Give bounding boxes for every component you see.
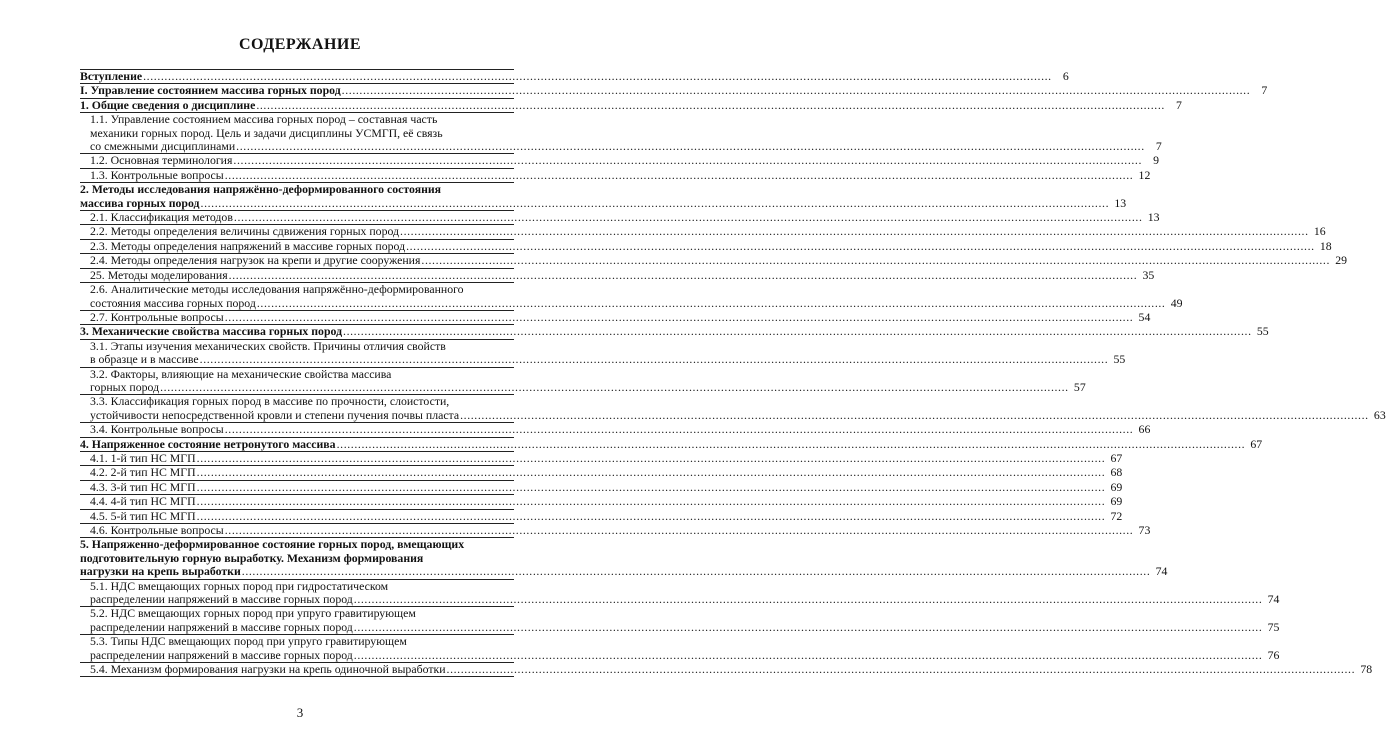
toc-entry-line <box>80 69 1069 83</box>
toc-page-number: 29 <box>1335 253 1347 268</box>
toc-entry-line <box>80 538 514 551</box>
toc-page-number: 69 <box>1110 479 1123 494</box>
dot-leader <box>200 353 1109 366</box>
toc-section-entry <box>80 634 1280 663</box>
toc-entry-text: 3.4. Контрольные вопросы <box>90 422 224 437</box>
toc-page-number: 13 <box>1147 210 1160 225</box>
dot-leader <box>229 269 1138 282</box>
toc-entry-line <box>90 224 1326 239</box>
dot-leader <box>354 593 1263 606</box>
toc-entry-line <box>90 139 1162 154</box>
dot-leader <box>234 211 1143 224</box>
toc-entry-text: 4.1. 1-й тип НС МГП <box>90 450 196 465</box>
toc-page-number: 74 <box>1155 564 1168 579</box>
dot-leader <box>256 99 1165 112</box>
toc-entry-text: состояния массива горных пород <box>90 295 256 310</box>
toc-entry-text: 3.2. Факторы, влияющие на механические свойства массива <box>90 366 392 381</box>
toc-section-entry <box>80 253 1347 268</box>
toc-entry-text: Вступление <box>80 69 143 83</box>
toc-page-number: 74 <box>1267 592 1280 607</box>
toc-entry-text: подготовительную горную выработку. Механизм формирования <box>80 550 424 565</box>
toc-section-entry <box>80 309 1151 325</box>
toc-entry-line <box>90 607 514 620</box>
dot-leader <box>197 495 1106 508</box>
toc-page-number: 75 <box>1267 619 1280 634</box>
dot-leader <box>225 169 1134 182</box>
dot-leader <box>233 154 1142 167</box>
toc-section-entry <box>80 153 1160 168</box>
toc-entry-line <box>90 153 1160 168</box>
table-of-contents <box>80 69 1386 677</box>
toc-entry-line <box>80 552 514 565</box>
toc-entry-line <box>80 564 1168 579</box>
toc-section-entry <box>80 167 1151 183</box>
toc-entry-text: 5. Напряженно-деформированное состояние горных пород, вмещающих <box>80 537 465 552</box>
toc-entry-line <box>90 450 1123 465</box>
toc-section-entry <box>80 224 1326 239</box>
toc-entry-text: со смежными дисциплинами <box>90 139 236 154</box>
toc-entry-text: 4.6. Контрольные вопросы <box>90 523 224 537</box>
toc-page-number: 68 <box>1110 465 1123 480</box>
toc-page-number: 66 <box>1138 422 1151 437</box>
toc-chapter-entry <box>80 537 1168 579</box>
toc-entry-text: I. Управление состоянием массива горных пород <box>80 83 341 98</box>
toc-entry-text: распределении напряжений в массиве горных пород <box>90 619 353 634</box>
toc-entry-line <box>90 238 1332 253</box>
dot-leader <box>343 325 1252 338</box>
toc-entry-line <box>90 523 1151 537</box>
toc-page-number: 67 <box>1110 450 1123 465</box>
toc-entry-line <box>90 167 1151 182</box>
toc-entry-text: 5.1. НДС вмещающих горных пород при гидростатическом <box>90 578 389 593</box>
toc-section-entry <box>80 523 1151 538</box>
toc-entry-text: 5.2. НДС вмещающих горных пород при упруго гравитирующем <box>90 606 416 621</box>
toc-page-number: 73 <box>1138 523 1151 537</box>
toc-chapter-entry <box>80 182 1127 211</box>
toc-section-entry <box>80 338 1126 368</box>
toc-entry-line <box>90 647 1280 662</box>
toc-entry-line <box>90 662 1373 677</box>
toc-entry-text: 1.2. Основная терминология <box>90 153 233 168</box>
toc-entry-line <box>90 619 1280 634</box>
toc-entry-line <box>90 210 1160 225</box>
toc-section-entry <box>80 494 1123 509</box>
toc-section-entry <box>80 112 1162 154</box>
toc-section-entry <box>80 422 1151 437</box>
toc-page-number: 72 <box>1110 508 1123 523</box>
page-title: СОДЕРЖАНИЕ <box>238 36 362 53</box>
toc-entry-text: нагрузки на крепь выработки <box>80 564 241 579</box>
toc-chapter-entry <box>80 97 1182 113</box>
toc-entry-text: механики горных пород. Цель и задачи дисциплины УСМГП, её связь <box>90 125 443 140</box>
dot-leader <box>447 663 1356 676</box>
toc-page-number: 69 <box>1110 494 1123 509</box>
toc-page-number: 78 <box>1360 662 1373 677</box>
toc-entry-line <box>80 97 1182 112</box>
dot-leader <box>236 140 1145 153</box>
toc-page-number: 57 <box>1073 379 1086 394</box>
toc-entry-text: 2.2. Методы определения величины сдвижения горных пород <box>90 224 400 239</box>
toc-entry-text: 2.7. Контрольные вопросы <box>90 309 224 324</box>
toc-entry-text: 5.4. Механизм формирования нагрузки на крепь одиночной выработки <box>90 662 446 677</box>
dot-leader <box>143 70 1052 83</box>
dot-leader <box>242 565 1151 578</box>
toc-page-number: 55 <box>1256 324 1269 339</box>
dot-leader <box>342 84 1251 97</box>
toc-page-number: 55 <box>1113 352 1126 367</box>
toc-entry-line <box>90 508 1123 523</box>
toc-entry-line <box>80 183 514 196</box>
toc-entry-text: 4.4. 4-й тип НС МГП <box>90 494 196 509</box>
toc-entry-line <box>80 324 1269 339</box>
dot-leader <box>201 197 1110 210</box>
toc-section-entry <box>80 508 1123 524</box>
toc-entry-line <box>80 436 1263 451</box>
dot-leader <box>406 240 1315 253</box>
toc-entry-line <box>90 127 514 140</box>
toc-entry-text: распределении напряжений в массиве горных пород <box>90 647 353 662</box>
toc-entry-text: 4.5. 5-й тип НС МГП <box>90 508 196 523</box>
dot-leader <box>400 225 1309 238</box>
toc-entry-line <box>90 113 514 126</box>
toc-section-entry <box>80 282 1183 311</box>
toc-entry-text: устойчивости непосредственной кровли и степени пучения почвы пласта <box>90 407 460 422</box>
toc-entry-text: 4.3. 3-й тип НС МГП <box>90 479 196 494</box>
dot-leader <box>197 481 1106 494</box>
toc-entry-text: 2.3. Методы определения напряжений в массиве горных пород <box>90 238 406 253</box>
toc-entry-line <box>90 295 1183 310</box>
toc-entry-line <box>90 379 1086 394</box>
toc-entry-text: 4.2. 2-й тип НС МГП <box>90 465 196 480</box>
toc-page-number: 76 <box>1267 647 1280 662</box>
toc-page-number: 54 <box>1138 309 1151 324</box>
toc-entry-line <box>90 580 514 593</box>
toc-entry-line <box>90 395 514 408</box>
toc-page-number: 7 <box>1176 97 1182 112</box>
toc-entry-line <box>90 267 1155 282</box>
toc-section-entry <box>80 578 1280 608</box>
dot-leader <box>160 381 1069 394</box>
dot-leader <box>197 452 1106 465</box>
toc-page-number: 35 <box>1142 267 1155 282</box>
toc-entry-line <box>90 309 1151 324</box>
toc-section-entry <box>80 210 1160 225</box>
toc-chapter-entry <box>80 436 1263 452</box>
toc-page-number: 18 <box>1319 238 1332 253</box>
toc-section-entry <box>80 267 1155 283</box>
toc-entry-text: 2.6. Аналитические методы исследования напряжённо-деформированного <box>90 282 464 297</box>
toc-section-entry <box>80 450 1123 466</box>
dot-leader <box>257 297 1166 310</box>
toc-page-number: 63 <box>1373 407 1386 422</box>
toc-entry-line <box>90 479 1123 494</box>
toc-page-number: 67 <box>1250 436 1263 451</box>
toc-entry-text: распределении напряжений в массиве горных пород <box>90 592 353 607</box>
toc-entry-line <box>80 83 1268 98</box>
toc-entry-text: в образце и в массиве <box>90 352 199 367</box>
dot-leader <box>354 649 1263 662</box>
toc-entry-text: массива горных пород <box>80 195 200 210</box>
toc-entry-line <box>90 422 1151 437</box>
toc-page-number: 13 <box>1114 195 1127 210</box>
toc-entry-text: 25. Методы моделирования <box>90 267 228 282</box>
dot-leader <box>197 510 1106 523</box>
toc-section-entry <box>80 606 1280 635</box>
toc-entry-line <box>90 635 514 648</box>
toc-entry-text: 4. Напряженное состояние нетронутого массива <box>80 436 336 451</box>
toc-entry-line <box>90 494 1123 509</box>
toc-section-entry <box>80 465 1123 480</box>
toc-entry-text: 1.1. Управление состоянием массива горных пород – составная часть <box>90 112 438 127</box>
toc-section-entry <box>80 366 1086 396</box>
toc-page-number: 7 <box>1155 139 1162 154</box>
toc-entry-line <box>90 283 514 296</box>
toc-entry-text: 2.1. Классификация методов <box>90 210 233 225</box>
toc-entry-text: 3.3. Классификация горных пород в массиве по прочности, слоистости, <box>90 394 450 409</box>
toc-entry-line <box>90 253 1347 268</box>
toc-page-number: 6 <box>1062 69 1069 83</box>
toc-entry-text: 3. Механические свойства массива горных пород <box>80 324 343 339</box>
toc-entry-line <box>90 368 514 381</box>
dot-leader <box>225 423 1134 436</box>
toc-entry-line <box>90 352 1126 367</box>
toc-entry-text: 3.1. Этапы изучения механических свойств. Причины отличия свойств <box>90 338 446 353</box>
toc-page-number: 12 <box>1138 167 1151 182</box>
toc-entry-text: 2. Методы исследования напряжённо-деформированного состояния <box>80 182 442 197</box>
toc-chapter-entry <box>80 83 1268 98</box>
toc-page-number: 49 <box>1170 295 1183 310</box>
toc-page-number: 9 <box>1153 153 1160 168</box>
toc-entry-text: 5.3. Типы НДС вмещающих пород при упруго гравитирующем <box>90 634 407 649</box>
toc-entry-line <box>90 407 1386 422</box>
dot-leader <box>337 438 1246 451</box>
toc-entry-text: горных пород <box>90 379 160 394</box>
toc-entry-text: 1.3. Контрольные вопросы <box>90 167 224 182</box>
toc-entry-line <box>90 340 514 353</box>
toc-section-entry <box>80 662 1373 677</box>
toc-chapter-entry <box>80 69 1069 84</box>
dot-leader <box>460 409 1369 422</box>
toc-entry-line <box>90 592 1280 607</box>
toc-entry-line <box>80 195 1127 210</box>
toc-page-number: 7 <box>1261 83 1268 98</box>
toc-section-entry <box>80 238 1332 254</box>
toc-entry-text: 2.4. Методы определения нагрузок на крепи и другие сооружения <box>90 253 421 268</box>
dot-leader <box>421 254 1330 267</box>
toc-entry-text: 1. Общие сведения о дисциплине <box>80 97 256 112</box>
dot-leader <box>197 466 1106 479</box>
page-number: 3 <box>296 705 304 720</box>
toc-entry-line <box>90 465 1123 480</box>
toc-section-entry <box>80 394 1386 423</box>
toc-chapter-entry <box>80 324 1269 339</box>
dot-leader <box>225 311 1134 324</box>
dot-leader <box>225 524 1134 537</box>
dot-leader <box>354 621 1263 634</box>
toc-section-entry <box>80 479 1123 495</box>
toc-page-number: 16 <box>1313 224 1326 239</box>
